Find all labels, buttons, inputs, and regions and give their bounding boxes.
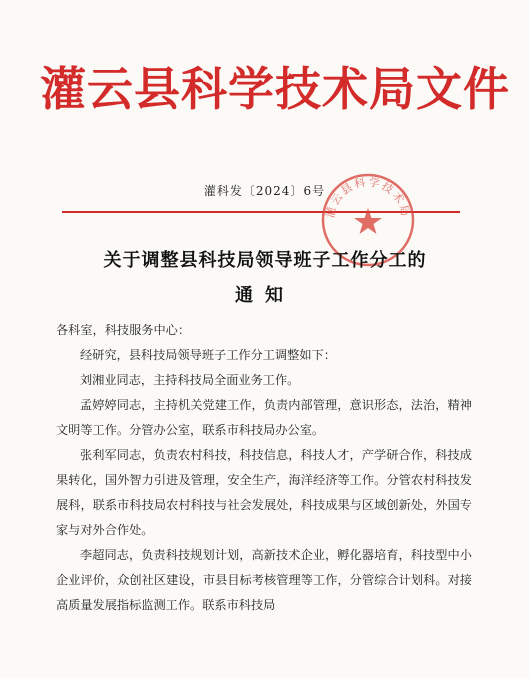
salutation: 各科室，科技服务中心： <box>56 323 191 337</box>
body-paragraph: 张利军同志，负责农村科技，科技信息，科技人才，产学研合作，科技成果转化，国外智力引进及管理，安全生产，海洋经济等工作。分管农村科技发展科，联系市科技局农村科技与社会发展处，科技成果与区域创新处，外国专家与对外合作处。 <box>56 448 472 537</box>
notice-body <box>56 318 472 618</box>
notice-title-line1: 关于调整县科技局领导班子工作分工的 <box>103 250 427 271</box>
body-paragraph: 孟婷婷同志，主持机关党建工作，负责内部管理，意识形态，法治，精神文明等工作。分管办公室，联系市科技局办公室。 <box>56 398 472 437</box>
notice-title-line2: 通知 <box>235 285 295 306</box>
seal-text: 灌云县科学技术局 <box>323 175 413 220</box>
document-number: 灌科发〔2024〕6号 <box>203 184 326 198</box>
body-paragraph: 经研究，县科技局领导班子工作分工调整如下： <box>80 348 336 362</box>
masthead: 灌云县科学技术局文件 <box>40 62 510 116</box>
body-paragraph: 刘湘业同志，主持科技局全面业务工作。 <box>80 373 300 387</box>
body-paragraph: 李超同志，负责科技规划计划，高新技术企业，孵化器培育，科技型中小企业评价，众创社区建设，市县目标考核管理等工作，分管综合计划科。对接高质量发展指标监测工作。联系市科技局 <box>56 548 472 612</box>
